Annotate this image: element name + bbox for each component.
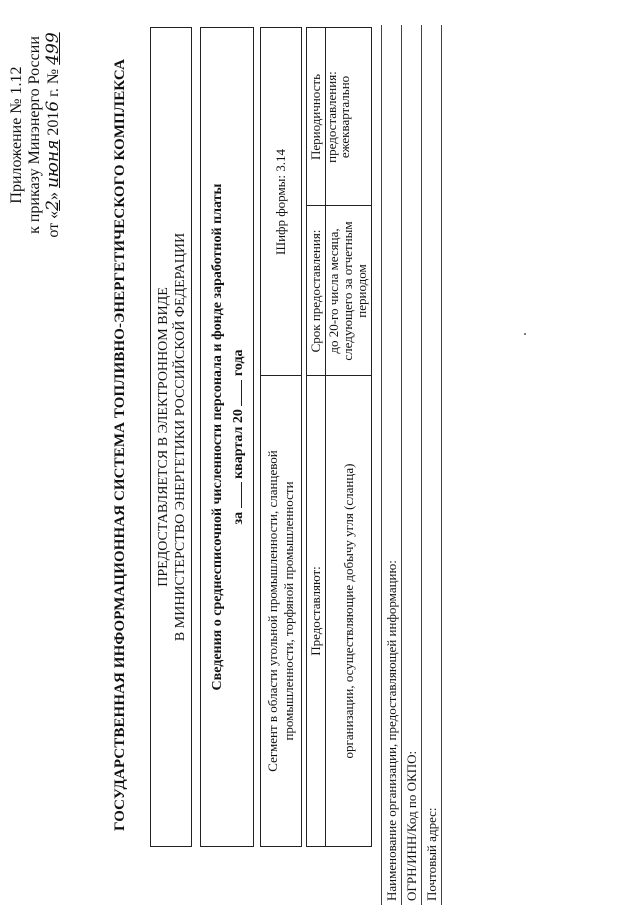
handwritten-month: июня	[43, 139, 63, 189]
handwritten-year-digit: 6	[43, 100, 63, 112]
submission-table	[306, 27, 372, 847]
deadline-value: до 20-го числа месяца, следующего за отчетным периодом	[326, 221, 369, 361]
ogrn-label: ОГРН/ИНН/Код по ОКПО:	[404, 750, 419, 901]
organization-fields	[380, 0, 442, 905]
electronic-line-2: В МИНИСТЕРСТВО ЭНЕРГЕТИКИ РОССИЙСКОЙ ФЕДЕРАЦИИ	[173, 232, 188, 642]
who-header: Предоставляют:	[308, 566, 323, 656]
form-code-cell: Шифр формы: 3.14	[273, 148, 288, 256]
electronic-submission-box	[150, 27, 192, 847]
segment-cell	[261, 376, 301, 846]
form-title-line-1: Сведения о среднесписочной численности персонала и фонде заработной платы	[210, 183, 225, 691]
electronic-line-1: ПРЕДОСТАВЛЯЕТСЯ В ЭЛЕКТРОННОМ ВИДЕ	[156, 287, 171, 587]
order-date-line: от «2» июня 2016 г. № 499	[43, 32, 63, 238]
quarter-blank[interactable]	[227, 482, 242, 508]
address-label: Почтовый адрес:	[424, 807, 439, 901]
handwritten-order-number: 499	[43, 32, 63, 65]
appendix-number: Приложение № 1.12	[8, 66, 25, 204]
order-reference: к приказу Минэнерго России	[26, 36, 43, 234]
year-blank[interactable]	[227, 380, 242, 406]
deadline-header: Срок предоставления:	[308, 229, 323, 353]
appendix-header	[8, 25, 63, 245]
form-title-line-2: за квартал 20 года	[227, 28, 248, 846]
segment-box	[260, 27, 302, 847]
segment-line-1: Сегмент в области угольной промышленности, сланцевой	[265, 450, 280, 772]
org-name-label: Наименование организации, предоставляющей информацию:	[384, 560, 399, 901]
period-header: Периодичность предоставления:	[308, 71, 339, 163]
period-value: ежеквартально	[337, 75, 352, 159]
scan-speck	[524, 333, 526, 335]
form-title-box	[200, 27, 254, 847]
handwritten-day: 2	[43, 200, 63, 211]
segment-line-2: промышленности, торфяной промышленности	[281, 481, 296, 741]
document-title: ГОСУДАРСТВЕННАЯ ИНФОРМАЦИОННАЯ СИСТЕМА ТОПЛИВНО-ЭНЕРГЕТИЧЕСКОГО КОМПЛЕКСА	[112, 58, 128, 832]
who-value: организации, осуществляющие добычу угля (сланца)	[341, 463, 356, 759]
